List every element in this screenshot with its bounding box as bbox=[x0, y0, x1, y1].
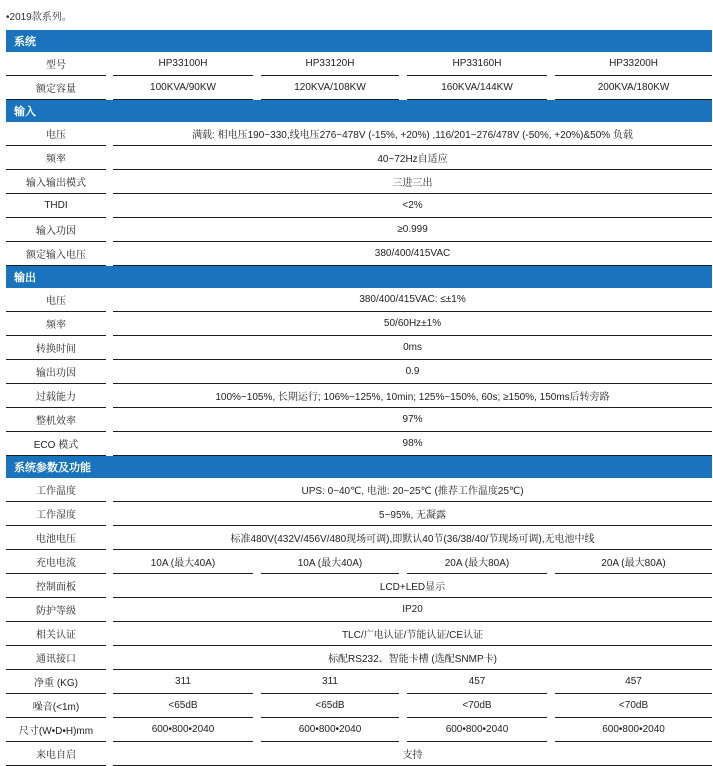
spec-value-model-1: <65dB bbox=[113, 694, 253, 718]
spec-label: 通讯接口 bbox=[6, 646, 106, 670]
spec-value-model-3: <70dB bbox=[407, 694, 547, 718]
section-title: 系统参数及功能 bbox=[6, 456, 712, 479]
spec-value-model-3: HP33160H bbox=[407, 52, 547, 76]
cell-gap bbox=[253, 670, 261, 694]
spec-value: 380/400/415VAC: ≤±1% bbox=[113, 288, 712, 312]
cell-gap bbox=[106, 408, 113, 432]
cell-gap bbox=[547, 694, 555, 718]
cell-gap bbox=[547, 550, 555, 574]
cell-gap bbox=[106, 598, 113, 622]
spec-row bbox=[6, 76, 712, 100]
spec-value: 标配RS232、智能卡槽 (选配SNMP卡) bbox=[113, 646, 712, 670]
cell-gap bbox=[106, 742, 113, 766]
spec-value-model-3: 20A (最大80A) bbox=[407, 550, 547, 574]
spec-row bbox=[6, 646, 712, 670]
spec-value: 5~95%, 无凝露 bbox=[113, 502, 712, 526]
spec-row bbox=[6, 574, 712, 598]
spec-value: 97% bbox=[113, 408, 712, 432]
section-header bbox=[6, 30, 712, 52]
spec-label: 整机效率 bbox=[6, 408, 106, 432]
spec-row bbox=[6, 288, 712, 312]
spec-label: 控制面板 bbox=[6, 574, 106, 598]
spec-table-body bbox=[6, 30, 712, 766]
cell-gap bbox=[106, 432, 113, 456]
spec-label: 电池电压 bbox=[6, 526, 106, 550]
spec-label: 额定容量 bbox=[6, 76, 106, 100]
cell-gap bbox=[106, 360, 113, 384]
spec-label: 工作温度 bbox=[6, 478, 106, 502]
spec-row bbox=[6, 478, 712, 502]
spec-row bbox=[6, 336, 712, 360]
spec-row bbox=[6, 312, 712, 336]
spec-value-model-2: 600•800•2040 bbox=[261, 718, 399, 742]
spec-row bbox=[6, 408, 712, 432]
spec-label: 输入输出模式 bbox=[6, 170, 106, 194]
spec-row bbox=[6, 598, 712, 622]
spec-label: 频率 bbox=[6, 146, 106, 170]
cell-gap bbox=[399, 670, 407, 694]
spec-row bbox=[6, 146, 712, 170]
section-header bbox=[6, 456, 712, 479]
spec-label: THDI bbox=[6, 194, 106, 218]
section-header bbox=[6, 100, 712, 123]
spec-row bbox=[6, 52, 712, 76]
spec-label: 输入功因 bbox=[6, 218, 106, 242]
section-title: 系统 bbox=[6, 30, 712, 52]
spec-value: 50/60Hz±1% bbox=[113, 312, 712, 336]
cell-gap bbox=[253, 718, 261, 742]
cell-gap bbox=[399, 76, 407, 100]
section-title: 输入 bbox=[6, 100, 712, 123]
spec-label: 尺寸(W•D•H)mm bbox=[6, 718, 106, 742]
spec-value-model-4: HP33200H bbox=[555, 52, 712, 76]
cell-gap bbox=[106, 146, 113, 170]
spec-label: 工作湿度 bbox=[6, 502, 106, 526]
spec-row bbox=[6, 670, 712, 694]
spec-value-model-3: 160KVA/144KW bbox=[407, 76, 547, 100]
spec-value-model-4: 457 bbox=[555, 670, 712, 694]
spec-row bbox=[6, 526, 712, 550]
spec-value: LCD+LED显示 bbox=[113, 574, 712, 598]
cell-gap bbox=[106, 312, 113, 336]
spec-value-model-4: 200KVA/180KW bbox=[555, 76, 712, 100]
cell-gap bbox=[106, 194, 113, 218]
cell-gap bbox=[106, 574, 113, 598]
spec-row bbox=[6, 360, 712, 384]
spec-row bbox=[6, 242, 712, 266]
spec-row bbox=[6, 622, 712, 646]
spec-value: 100%~105%, 长期运行; 106%~125%, 10min; 125%~150%, 60s; ≥150%, 150ms后转旁路 bbox=[113, 384, 712, 408]
spec-row bbox=[6, 550, 712, 574]
spec-label: 充电电流 bbox=[6, 550, 106, 574]
spec-value: ≥0.999 bbox=[113, 218, 712, 242]
cell-gap bbox=[399, 718, 407, 742]
cell-gap bbox=[547, 76, 555, 100]
spec-value: 40~72Hz自适应 bbox=[113, 146, 712, 170]
spec-label: 来电自启 bbox=[6, 742, 106, 766]
cell-gap bbox=[106, 288, 113, 312]
spec-value: 380/400/415VAC bbox=[113, 242, 712, 266]
spec-value-model-3: 600•800•2040 bbox=[407, 718, 547, 742]
cell-gap bbox=[106, 646, 113, 670]
spec-row bbox=[6, 170, 712, 194]
cell-gap bbox=[399, 694, 407, 718]
cell-gap bbox=[106, 384, 113, 408]
cell-gap bbox=[253, 550, 261, 574]
spec-row bbox=[6, 194, 712, 218]
spec-value-model-4: <70dB bbox=[555, 694, 712, 718]
cell-gap bbox=[106, 718, 113, 742]
cell-gap bbox=[106, 122, 113, 146]
cell-gap bbox=[253, 52, 261, 76]
section-title: 输出 bbox=[6, 266, 712, 289]
cell-gap bbox=[106, 670, 113, 694]
cell-gap bbox=[106, 336, 113, 360]
spec-value-model-2: <65dB bbox=[261, 694, 399, 718]
cell-gap bbox=[253, 76, 261, 100]
spec-row bbox=[6, 694, 712, 718]
cell-gap bbox=[106, 502, 113, 526]
spec-label: 电压 bbox=[6, 122, 106, 146]
spec-row bbox=[6, 218, 712, 242]
cell-gap bbox=[106, 526, 113, 550]
spec-value: 0ms bbox=[113, 336, 712, 360]
cell-gap bbox=[547, 52, 555, 76]
cell-gap bbox=[399, 52, 407, 76]
spec-value-model-1: 10A (最大40A) bbox=[113, 550, 253, 574]
cell-gap bbox=[106, 52, 113, 76]
spec-value: IP20 bbox=[113, 598, 712, 622]
cell-gap bbox=[106, 242, 113, 266]
spec-value-model-2: 10A (最大40A) bbox=[261, 550, 399, 574]
cell-gap bbox=[399, 550, 407, 574]
spec-value-model-4: 20A (最大80A) bbox=[555, 550, 712, 574]
spec-value: 满载: 相电压190~330,线电压276~478V (-15%, +20%) ,116/201~276/478V (-50%, +20%)&50% 负载 bbox=[113, 122, 712, 146]
cell-gap bbox=[106, 550, 113, 574]
spec-row bbox=[6, 742, 712, 766]
cell-gap bbox=[106, 694, 113, 718]
spec-value: 标准480V(432V/456V/480现场可调),即默认40节(36/38/40/节现场可调),无电池中线 bbox=[113, 526, 712, 550]
spec-value: <2% bbox=[113, 194, 712, 218]
spec-value: 0.9 bbox=[113, 360, 712, 384]
spec-label: 额定输入电压 bbox=[6, 242, 106, 266]
spec-value: 98% bbox=[113, 432, 712, 456]
spec-label: 输出功因 bbox=[6, 360, 106, 384]
spec-label: 噪音(<1m) bbox=[6, 694, 106, 718]
spec-value-model-1: 311 bbox=[113, 670, 253, 694]
spec-label: 净重 (KG) bbox=[6, 670, 106, 694]
spec-value-model-3: 457 bbox=[407, 670, 547, 694]
spec-label: ECO 模式 bbox=[6, 432, 106, 456]
cell-gap bbox=[106, 76, 113, 100]
spec-label: 频率 bbox=[6, 312, 106, 336]
spec-value-model-1: 600•800•2040 bbox=[113, 718, 253, 742]
spec-value: 三进三出 bbox=[113, 170, 712, 194]
spec-value: UPS: 0~40℃, 电池: 20~25℃ (推荐工作温度25℃) bbox=[113, 478, 712, 502]
spec-value-model-2: HP33120H bbox=[261, 52, 399, 76]
spec-value-model-1: 100KVA/90KW bbox=[113, 76, 253, 100]
cell-gap bbox=[106, 478, 113, 502]
spec-value-model-2: 311 bbox=[261, 670, 399, 694]
spec-label: 防护等级 bbox=[6, 598, 106, 622]
spec-label: 过载能力 bbox=[6, 384, 106, 408]
spec-value-model-4: 600•800•2040 bbox=[555, 718, 712, 742]
spec-value: TLC/广电认证/节能认证/CE认证 bbox=[113, 622, 712, 646]
cell-gap bbox=[106, 218, 113, 242]
spec-label: 相关认证 bbox=[6, 622, 106, 646]
spec-row bbox=[6, 122, 712, 146]
spec-label: 型号 bbox=[6, 52, 106, 76]
spec-row bbox=[6, 384, 712, 408]
cell-gap bbox=[106, 622, 113, 646]
spec-label: 转换时间 bbox=[6, 336, 106, 360]
cell-gap bbox=[547, 718, 555, 742]
series-note: •2019款系列。 bbox=[6, 12, 72, 23]
cell-gap bbox=[106, 170, 113, 194]
spec-label: 电压 bbox=[6, 288, 106, 312]
spec-row bbox=[6, 432, 712, 456]
spec-table bbox=[6, 30, 712, 766]
section-header bbox=[6, 266, 712, 289]
spec-row bbox=[6, 502, 712, 526]
spec-row bbox=[6, 718, 712, 742]
spec-value: 支持 bbox=[113, 742, 712, 766]
spec-value-model-1: HP33100H bbox=[113, 52, 253, 76]
cell-gap bbox=[547, 670, 555, 694]
cell-gap bbox=[253, 694, 261, 718]
spec-value-model-2: 120KVA/108KW bbox=[261, 76, 399, 100]
